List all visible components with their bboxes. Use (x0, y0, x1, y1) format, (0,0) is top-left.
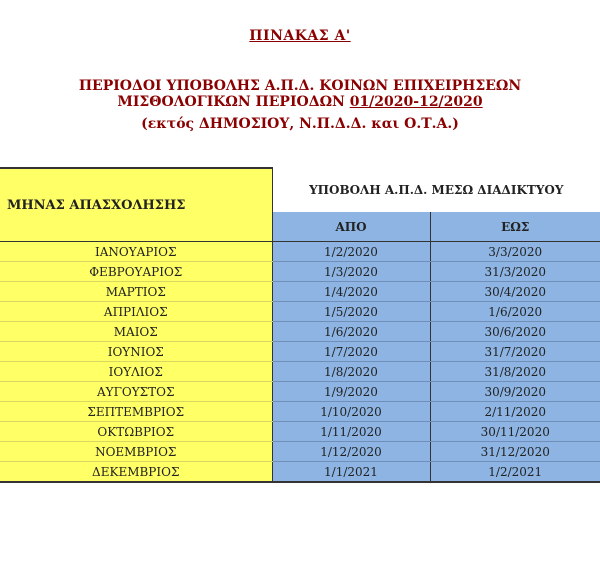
from-date-cell: 1/3/2020 (272, 262, 430, 282)
month-cell: ΙΑΝΟΥΑΡΙΟΣ (0, 242, 272, 262)
month-cell: ΦΕΒΡΟΥΑΡΙΟΣ (0, 262, 272, 282)
from-date-cell: 1/6/2020 (272, 322, 430, 342)
from-date-cell: 1/1/2021 (272, 462, 430, 483)
month-cell: ΙΟΥΛΙΟΣ (0, 362, 272, 382)
from-date-cell: 1/10/2020 (272, 402, 430, 422)
table-row (0, 442, 600, 462)
heading-line-submission-periods: ΠΕΡΙΟΔΟΙ ΥΠΟΒΟΛΗΣ Α.Π.Δ. ΚΟΙΝΩΝ ΕΠΙΧΕΙΡΗΣΕΩΝ (78, 78, 522, 94)
from-date-cell: 1/9/2020 (272, 382, 430, 402)
table-row (0, 382, 600, 402)
document-heading (0, 28, 600, 132)
table-body (0, 242, 600, 483)
to-date-cell: 30/6/2020 (430, 322, 600, 342)
heading-line-exclusions: (εκτός ΔΗΜΟΣΙΟΥ, Ν.Π.Δ.Δ. και Ο.Τ.Α.) (141, 116, 459, 132)
to-date-cell: 1/2/2021 (430, 462, 600, 483)
from-date-cell: 1/12/2020 (272, 442, 430, 462)
table-row (0, 282, 600, 302)
table-row (0, 322, 600, 342)
submission-periods-table (0, 167, 600, 483)
to-date-cell: 1/6/2020 (430, 302, 600, 322)
from-date-cell: 1/5/2020 (272, 302, 430, 322)
from-date-cell: 1/8/2020 (272, 362, 430, 382)
table-row (0, 242, 600, 262)
month-cell: ΔΕΚΕΜΒΡΙΟΣ (0, 462, 272, 483)
month-cell: ΑΥΓΟΥΣΤΟΣ (0, 382, 272, 402)
to-date-cell: 2/11/2020 (430, 402, 600, 422)
to-date-cell: 3/3/2020 (430, 242, 600, 262)
heading-line-payroll-periods (0, 94, 600, 110)
to-date-cell: 30/9/2020 (430, 382, 600, 402)
heading-period-range: 01/2020-12/2020 (349, 94, 483, 110)
table-row (0, 342, 600, 362)
month-cell: ΣΕΠΤΕΜΒΡΙΟΣ (0, 402, 272, 422)
month-cell: ΜΑΙΟΣ (0, 322, 272, 342)
month-cell: ΜΑΡΤΙΟΣ (0, 282, 272, 302)
from-date-cell: 1/2/2020 (272, 242, 430, 262)
from-date-cell: 1/4/2020 (272, 282, 430, 302)
from-column-header: ΑΠΟ (272, 212, 430, 242)
table-row (0, 302, 600, 322)
month-cell: ΑΠΡΙΛΙΟΣ (0, 302, 272, 322)
to-date-cell: 30/4/2020 (430, 282, 600, 302)
month-column-header: ΜΗΝΑΣ ΑΠΑΣΧΟΛΗΣΗΣ (0, 168, 272, 242)
table-row (0, 262, 600, 282)
to-date-cell: 31/3/2020 (430, 262, 600, 282)
from-date-cell: 1/11/2020 (272, 422, 430, 442)
to-column-header: ΕΩΣ (430, 212, 600, 242)
table-row (0, 462, 600, 483)
to-date-cell: 30/11/2020 (430, 422, 600, 442)
month-cell: ΝΟΕΜΒΡΙΟΣ (0, 442, 272, 462)
heading-line3-prefix: ΜΙΣΘΟΛΟΓΙΚΩΝ ΠΕΡΙΟΔΩΝ (117, 94, 350, 110)
to-date-cell: 31/7/2020 (430, 342, 600, 362)
month-cell: ΙΟΥΝΙΟΣ (0, 342, 272, 362)
table-title: ΠΙΝΑΚΑΣ Α' (249, 28, 351, 44)
table-row (0, 402, 600, 422)
submission-group-header: ΥΠΟΒΟΛΗ Α.Π.Δ. ΜΕΣΩ ΔΙΑΔΙΚΤΥΟΥ (309, 183, 564, 197)
from-date-cell: 1/7/2020 (272, 342, 430, 362)
to-date-cell: 31/8/2020 (430, 362, 600, 382)
table-row (0, 362, 600, 382)
to-date-cell: 31/12/2020 (430, 442, 600, 462)
table-row (0, 422, 600, 442)
month-cell: ΟΚΤΩΒΡΙΟΣ (0, 422, 272, 442)
